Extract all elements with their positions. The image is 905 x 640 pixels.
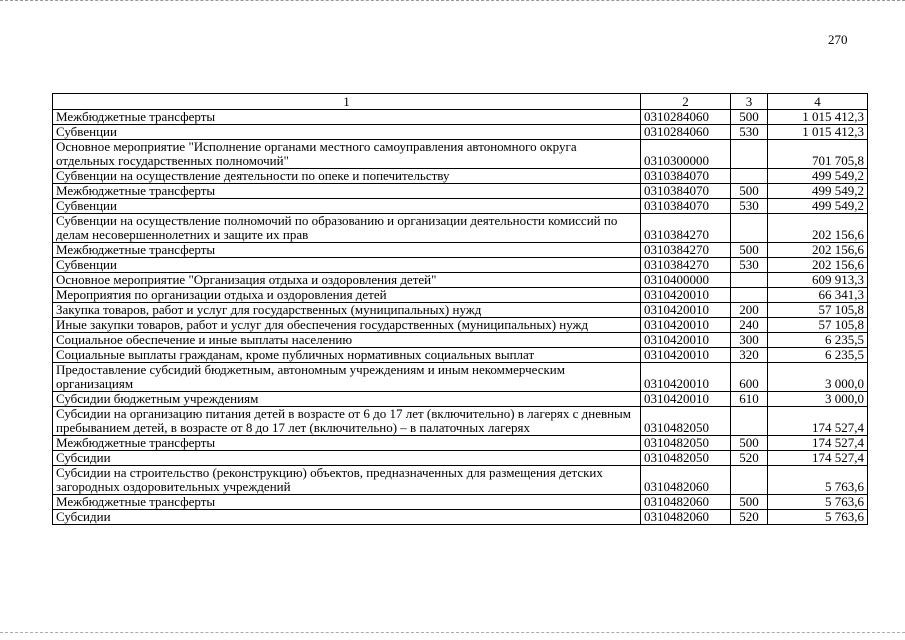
row-name-cell: Субсидии [53,451,641,466]
row-code-cell: 0310384070 [641,184,731,199]
top-scan-edge [0,0,905,3]
row-type-cell: 520 [731,451,768,466]
row-name-cell: Социальное обеспечение и иные выплаты населению [53,333,641,348]
row-code-cell: 0310384270 [641,243,731,258]
table-row [53,333,868,348]
row-type-cell: 320 [731,348,768,363]
table-row [53,273,868,288]
budget-table [52,93,868,525]
row-type-cell: 300 [731,333,768,348]
table-row [53,199,868,214]
row-sum-cell: 609 913,3 [768,273,868,288]
table-row [53,510,868,525]
row-sum-cell: 5 763,6 [768,510,868,525]
table-row [53,214,868,243]
row-code-cell: 0310420010 [641,303,731,318]
row-sum-cell: 6 235,5 [768,333,868,348]
header-col-4: 4 [768,94,868,110]
row-name-cell: Субвенции на осуществление полномочий по образованию и организации деятельности комиссий по делам несовершеннолетних и защите их прав [53,214,641,243]
table-row [53,392,868,407]
row-code-cell: 0310284060 [641,125,731,140]
table-row [53,407,868,436]
row-sum-cell: 499 549,2 [768,169,868,184]
row-type-cell: 600 [731,363,768,392]
row-type-cell [731,407,768,436]
row-name-cell: Основное мероприятие "Организация отдыха и оздоровления детей" [53,273,641,288]
row-sum-cell: 57 105,8 [768,318,868,333]
row-sum-cell: 6 235,5 [768,348,868,363]
page-number: 270 [828,32,848,47]
row-name-cell: Субсидии на строительство (реконструкцию) объектов, предназначенных для размещения детских загородных оздоровительных учреждений [53,466,641,495]
row-name-cell: Межбюджетные трансферты [53,184,641,199]
row-type-cell: 500 [731,110,768,125]
row-type-cell: 500 [731,436,768,451]
row-code-cell: 0310482050 [641,407,731,436]
row-code-cell: 0310420010 [641,363,731,392]
row-sum-cell: 701 705,8 [768,140,868,169]
row-sum-cell: 202 156,6 [768,258,868,273]
row-name-cell: Закупка товаров, работ и услуг для государственных (муниципальных) нужд [53,303,641,318]
row-sum-cell: 1 015 412,3 [768,110,868,125]
row-type-cell: 610 [731,392,768,407]
row-type-cell: 520 [731,510,768,525]
table-header-row [53,94,868,110]
row-code-cell: 0310482050 [641,436,731,451]
row-name-cell: Субсидии на организацию питания детей в возрасте от 6 до 17 лет (включительно) в лагерях с дневным пребыванием детей, в возрасте от 8 до 17 лет (включительно) – в палаточных лагерях [53,407,641,436]
row-sum-cell: 5 763,6 [768,466,868,495]
row-type-cell: 200 [731,303,768,318]
row-code-cell: 0310384070 [641,169,731,184]
row-name-cell: Межбюджетные трансферты [53,110,641,125]
row-type-cell: 530 [731,199,768,214]
row-type-cell: 500 [731,495,768,510]
header-col-1: 1 [53,94,641,110]
row-name-cell: Иные закупки товаров, работ и услуг для обеспечения государственных (муниципальных) нужд [53,318,641,333]
row-code-cell: 0310300000 [641,140,731,169]
row-name-cell: Субвенции [53,199,641,214]
row-code-cell: 0310482060 [641,495,731,510]
row-code-cell: 0310384270 [641,214,731,243]
row-name-cell: Субвенции [53,258,641,273]
row-type-cell [731,140,768,169]
row-type-cell: 530 [731,258,768,273]
row-type-cell [731,288,768,303]
table-row [53,466,868,495]
row-name-cell: Мероприятия по организации отдыха и оздоровления детей [53,288,641,303]
table-row [53,125,868,140]
row-code-cell: 0310420010 [641,318,731,333]
row-sum-cell: 174 527,4 [768,451,868,466]
row-code-cell: 0310420010 [641,348,731,363]
row-sum-cell: 5 763,6 [768,495,868,510]
row-name-cell: Межбюджетные трансферты [53,243,641,258]
row-name-cell: Предоставление субсидий бюджетным, автономным учреждениям и иным некоммерческим организациям [53,363,641,392]
row-sum-cell: 174 527,4 [768,436,868,451]
row-code-cell: 0310482050 [641,451,731,466]
table-row [53,436,868,451]
row-code-cell: 0310482060 [641,466,731,495]
table-row [53,110,868,125]
table-row [53,348,868,363]
row-code-cell: 0310384070 [641,199,731,214]
row-name-cell: Социальные выплаты гражданам, кроме публичных нормативных социальных выплат [53,348,641,363]
row-sum-cell: 3 000,0 [768,392,868,407]
table-row [53,451,868,466]
row-name-cell: Основное мероприятие "Исполнение органами местного самоуправления автономного округа отдельных государственных полномочий" [53,140,641,169]
row-code-cell: 0310420010 [641,333,731,348]
table-row [53,318,868,333]
row-sum-cell: 57 105,8 [768,303,868,318]
header-col-2: 2 [641,94,731,110]
table-row [53,140,868,169]
row-sum-cell: 202 156,6 [768,243,868,258]
table-row [53,303,868,318]
row-name-cell: Субвенции на осуществление деятельности по опеке и попечительству [53,169,641,184]
row-type-cell [731,214,768,243]
table-row [53,184,868,199]
row-type-cell [731,169,768,184]
header-col-3: 3 [731,94,768,110]
row-sum-cell: 174 527,4 [768,407,868,436]
row-sum-cell: 1 015 412,3 [768,125,868,140]
row-code-cell: 0310400000 [641,273,731,288]
table-row [53,169,868,184]
row-code-cell: 0310420010 [641,288,731,303]
row-type-cell: 500 [731,184,768,199]
table-body [53,110,868,525]
row-sum-cell: 499 549,2 [768,184,868,199]
table-row [53,495,868,510]
row-code-cell: 0310420010 [641,392,731,407]
row-type-cell [731,273,768,288]
row-type-cell: 500 [731,243,768,258]
row-name-cell: Межбюджетные трансферты [53,495,641,510]
row-type-cell: 240 [731,318,768,333]
row-name-cell: Субвенции [53,125,641,140]
row-name-cell: Субсидии бюджетным учреждениям [53,392,641,407]
table-row [53,243,868,258]
table-row [53,258,868,273]
row-sum-cell: 66 341,3 [768,288,868,303]
row-sum-cell: 202 156,6 [768,214,868,243]
bottom-scan-edge [0,632,905,635]
row-name-cell: Субсидии [53,510,641,525]
row-type-cell: 530 [731,125,768,140]
row-sum-cell: 3 000,0 [768,363,868,392]
table-row [53,363,868,392]
row-name-cell: Межбюджетные трансферты [53,436,641,451]
row-sum-cell: 499 549,2 [768,199,868,214]
table-row [53,288,868,303]
row-type-cell [731,466,768,495]
row-code-cell: 0310384270 [641,258,731,273]
row-code-cell: 0310284060 [641,110,731,125]
row-code-cell: 0310482060 [641,510,731,525]
